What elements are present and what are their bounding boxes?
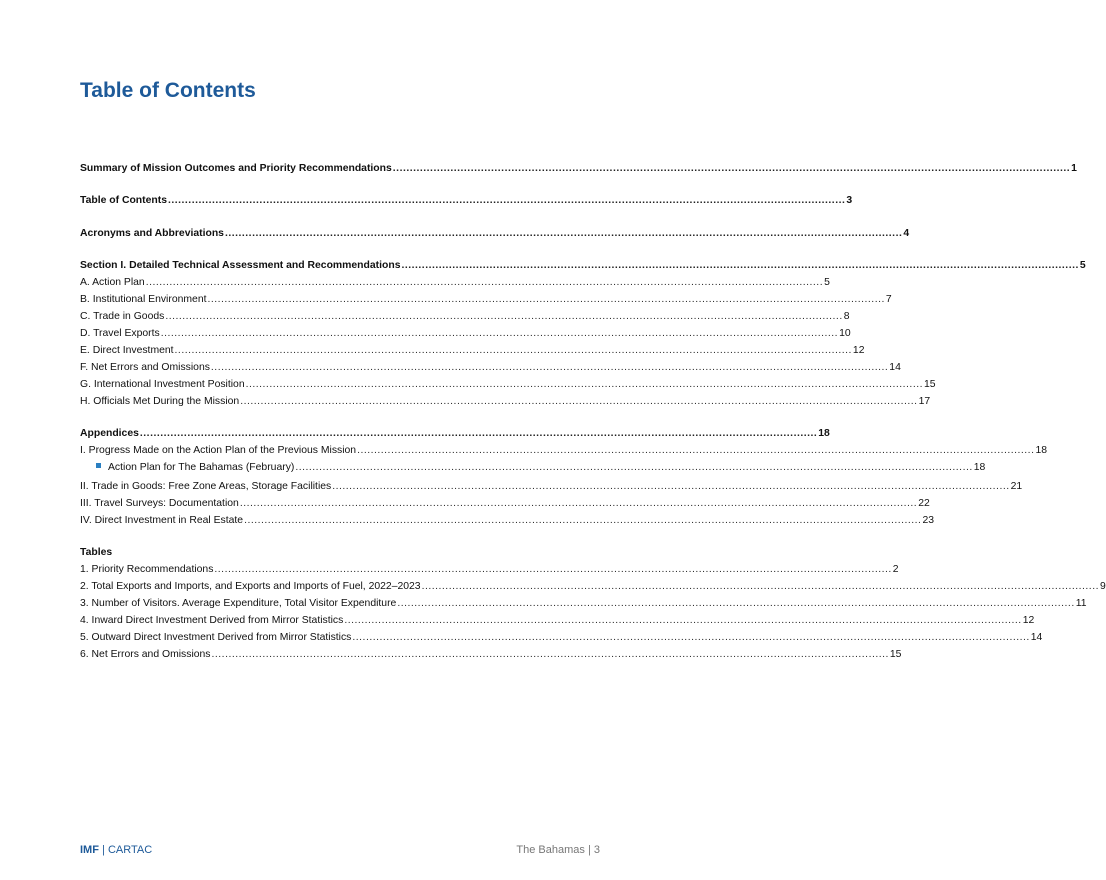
footer-org: IMF <box>80 844 99 856</box>
toc-entry-appendices[interactable]: Appendices ........................................................................................................................................................................................................ 18 <box>80 428 830 439</box>
toc-entry-label: A. Action Plan <box>80 277 145 288</box>
footer-separator: | <box>98 844 108 856</box>
toc-entry-page: 1 <box>1071 163 1077 174</box>
toc-entry-page: 4 <box>903 228 910 239</box>
toc-entry-label: C. Trade in Goods <box>80 311 165 322</box>
toc-entry-label: Appendices <box>80 428 139 439</box>
toc-entry-label: 3. Number of Visitors. Average Expenditure, Total Visitor Expenditure <box>80 598 397 609</box>
toc-entry-label: D. Travel Exports <box>80 328 160 339</box>
toc-entry-label: G. International Investment Position <box>80 379 245 390</box>
toc-entry-page: 18 <box>973 462 986 473</box>
toc-entry-page: 18 <box>818 428 830 439</box>
toc-entry-page: 5 <box>1079 260 1086 271</box>
toc-entry-direct-investment[interactable]: E. Direct Investment ........................................................................................................................................................................................................ 12 <box>80 345 865 356</box>
toc-entry-page: 22 <box>918 498 930 509</box>
toc-entry-label: H. Officials Met During the Mission <box>80 396 240 407</box>
toc-entry-label: Acronyms and Abbreviations <box>80 228 224 239</box>
toc-entry-net-errors[interactable]: F. Net Errors and Omissions ........................................................................................................................................................................................................ 14 <box>80 362 901 373</box>
toc-entry-page: 5 <box>824 277 830 288</box>
toc-entry-page: 21 <box>1010 481 1023 492</box>
toc-entry-acronyms[interactable]: Acronyms and Abbreviations ........................................................................................................................................................................................................ 4 <box>80 228 910 239</box>
square-bullet-icon <box>96 463 101 468</box>
toc-entry-action-plan[interactable]: A. Action Plan ........................................................................................................................................................................................................ 5 <box>80 277 830 288</box>
toc-entry-page: 23 <box>922 515 934 526</box>
toc-entry-table-6[interactable]: 6. Net Errors and Omissions ........................................................................................................................................................................................................ 15 <box>80 649 902 660</box>
toc-entry-officials-met[interactable]: H. Officials Met During the Mission ........................................................................................................................................................................................................ 17 <box>80 396 931 407</box>
toc-entry-trade-in-goods[interactable]: C. Trade in Goods ........................................................................................................................................................................................................ 8 <box>80 311 850 322</box>
toc-entry-page: 7 <box>885 294 892 305</box>
toc-entry-table-3[interactable]: 3. Number of Visitors. Average Expenditure, Total Visitor Expenditure ........................................................................................................................................................................................................ 11 <box>80 598 1087 609</box>
footer-branding <box>80 844 152 856</box>
toc-entry-label: IV. Direct Investment in Real Estate <box>80 515 244 526</box>
toc-entry-label: 6. Net Errors and Omissions <box>80 649 211 660</box>
toc-entry-section-1[interactable]: Section I. Detailed Technical Assessment and Recommendations ........................................................................................................................................................................................................ 5 <box>80 260 1086 271</box>
toc-entry-label: I. Progress Made on the Action Plan of the Previous Mission <box>80 445 357 456</box>
toc-entry-label: E. Direct Investment <box>80 345 174 356</box>
toc-entry-travel-exports[interactable]: D. Travel Exports ........................................................................................................................................................................................................ 10 <box>80 328 851 339</box>
footer-page-number: The Bahamas | 3 <box>516 844 600 856</box>
toc-entry-page: 9 <box>1099 581 1106 592</box>
toc-entry-appendix-3[interactable]: III. Travel Surveys: Documentation ........................................................................................................................................................................................................ 22 <box>80 498 930 509</box>
toc-entry-appendix-2[interactable]: II. Trade in Goods: Free Zone Areas, Storage Facilities ........................................................................................................................................................................................................ 21 <box>80 481 1023 492</box>
toc-entry-label: 1. Priority Recommendations <box>80 564 214 575</box>
toc-entry-label: 4. Inward Direct Investment Derived from Mirror Statistics <box>80 615 344 626</box>
toc-entry-label: Table of Contents <box>80 195 167 206</box>
toc-entry-label: 2. Total Exports and Imports, and Exports and Imports of Fuel, 2022–2023 <box>80 581 421 592</box>
toc-entry-page: 17 <box>918 396 931 407</box>
toc-entry-table-2[interactable]: 2. Total Exports and Imports, and Exports and Imports of Fuel, 2022–2023 ........................................................................................................................................................................................................ 9 <box>80 581 1106 592</box>
toc-entry-page: 10 <box>839 328 851 339</box>
toc-entry-page: 3 <box>846 195 853 206</box>
toc-entry-label: Section I. Detailed Technical Assessment and Recommendations <box>80 260 401 271</box>
toc-entry-summary[interactable]: Summary of Mission Outcomes and Priority Recommendations ........................................................................................................................................................................................................ 1 <box>80 163 1077 174</box>
toc-entry-appendix-1-sub[interactable]: Action Plan for The Bahamas (February) ........................................................................................................................................................................................................ 18 <box>96 460 600 475</box>
toc-entry-label: III. Travel Surveys: Documentation <box>80 498 239 509</box>
toc-entry-page: 14 <box>889 362 901 373</box>
toc-entry-label: Summary of Mission Outcomes and Priority Recommendations <box>80 163 392 174</box>
toc-entry-table-4[interactable]: 4. Inward Direct Investment Derived from Mirror Statistics ........................................................................................................................................................................................................ 12 <box>80 615 1035 626</box>
toc-entry-page: 15 <box>923 379 936 390</box>
toc-entry-table-1[interactable]: 1. Priority Recommendations ........................................................................................................................................................................................................ 2 <box>80 564 899 575</box>
toc-entry-page: 15 <box>889 649 902 660</box>
toc-entry-label: 5. Outward Direct Investment Derived from Mirror Statistics <box>80 632 352 643</box>
toc-entry-label: Action Plan for The Bahamas (February) <box>108 462 295 473</box>
toc-entry-page: 11 <box>1075 598 1087 609</box>
toc-entry-page: 2 <box>892 564 899 575</box>
toc-entry-page: 8 <box>843 311 850 322</box>
toc-entry-page: 14 <box>1030 632 1043 643</box>
toc-entry-label: F. Net Errors and Omissions <box>80 362 210 373</box>
toc-entry-label: B. Institutional Environment <box>80 294 207 305</box>
toc-entry-page: 12 <box>1022 615 1035 626</box>
toc-entry-institutional-environment[interactable]: B. Institutional Environment ........................................................................................................................................................................................................ 7 <box>80 294 892 305</box>
toc-entry-appendix-1[interactable]: I. Progress Made on the Action Plan of the Previous Mission ........................................................................................................................................................................................................ 18 <box>80 445 1048 456</box>
page-title: Table of Contents <box>80 79 256 102</box>
toc-entry-page: 18 <box>1035 445 1048 456</box>
toc-entry-iip[interactable]: G. International Investment Position ........................................................................................................................................................................................................ 15 <box>80 379 936 390</box>
toc-entry-table-5[interactable]: 5. Outward Direct Investment Derived from Mirror Statistics ........................................................................................................................................................................................................ 14 <box>80 632 1043 643</box>
toc-entry-page: 12 <box>852 345 865 356</box>
footer-partner: CARTAC <box>107 844 153 856</box>
tables-heading: Tables <box>80 547 113 558</box>
toc-entry-appendix-4[interactable]: IV. Direct Investment in Real Estate ........................................................................................................................................................................................................ 23 <box>80 515 934 526</box>
toc-entry-label: II. Trade in Goods: Free Zone Areas, Storage Facilities <box>80 481 332 492</box>
toc-entry-table-of-contents[interactable]: Table of Contents ........................................................................................................................................................................................................ 3 <box>80 195 853 206</box>
